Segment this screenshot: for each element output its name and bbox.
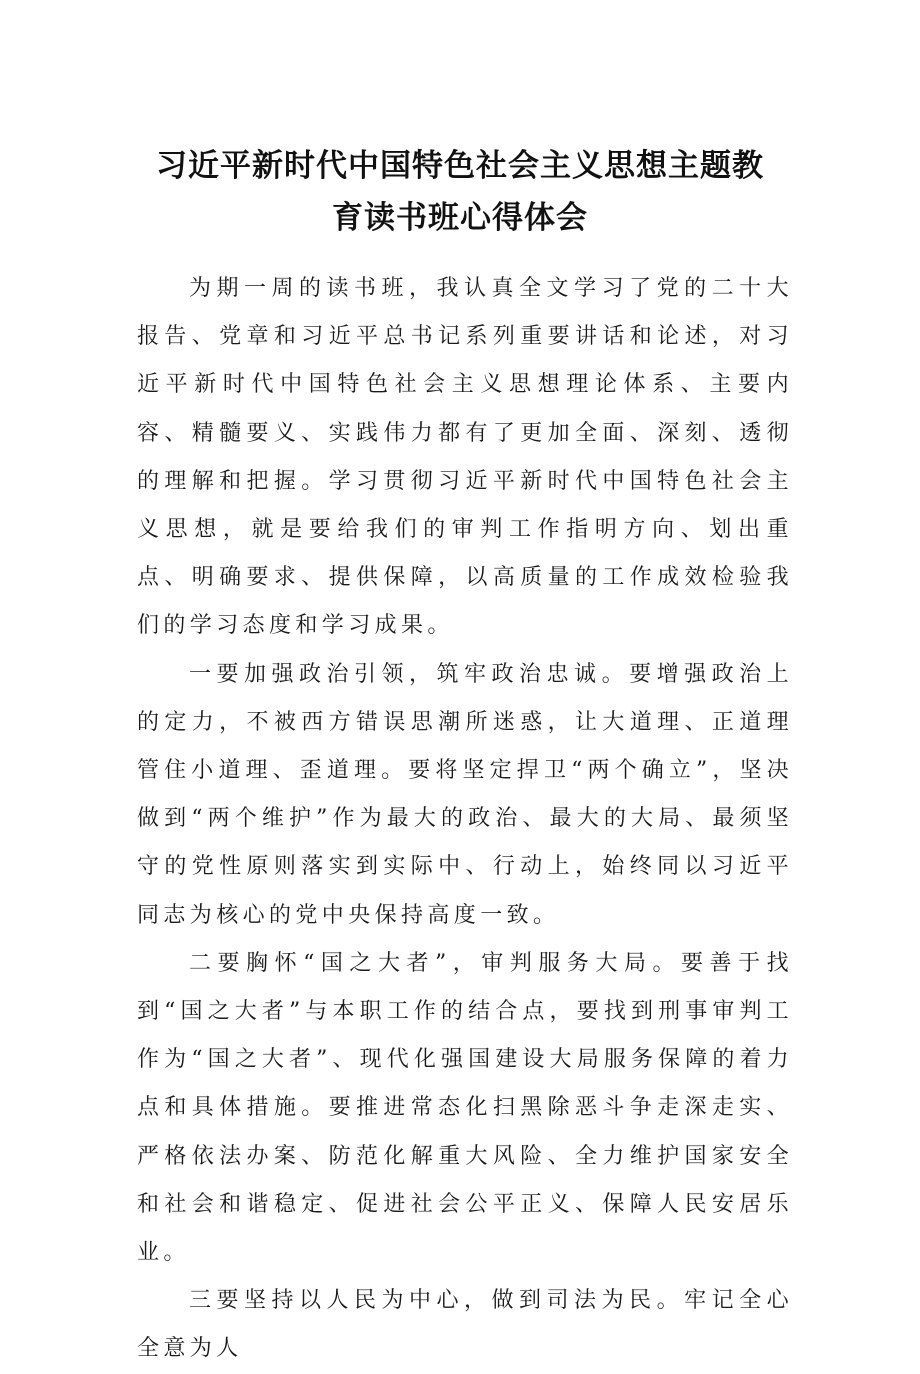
document-body (137, 265, 793, 1374)
title-line-1: 习近平新时代中国特色社会主义思想主题教 (156, 148, 764, 184)
title-line-2: 育读书班心得体会 (332, 200, 588, 236)
paragraph-point-2: 二要胸怀“国之大者”，审判服务大局。要善于找到“国之大者”与本职工作的结合点，要找到刑事审判工作为“国之大者”、现代化强国建设大局服务保障的着力点和具体措施。要推进常态化扫黑除恶斗争走深走实、严格依法办案、防范化解重大风险、全力维护国家安全和社会和谐稳定、促进社会公平正义、保障人民安居乐业。 (137, 950, 793, 1266)
paragraph-point-3: 三要坚持以人民为中心，做到司法为民。牢记全心全意为人 (137, 1288, 793, 1362)
paragraph-intro: 为期一周的读书班，我认真全文学习了党的二十大报告、党章和习近平总书记系列重要讲话和论述，对习近平新时代中国特色社会主义思想理论体系、主要内容、精髓要义、实践伟力都有了更加全面、深刻、透彻的理解和把握。学习贯彻习近平新时代中国特色社会主义思想，就是要给我们的审判工作指明方向、划出重点、明确要求、提供保障，以高质量的工作成效检验我们的学习态度和学习成果。 (137, 276, 793, 639)
document-title (130, 140, 790, 244)
paragraph-point-1: 一要加强政治引领，筑牢政治忠诚。要增强政治上的定力，不被西方错误思潮所迷惑，让大道理、正道理管住小道理、歪道理。要将坚定捍卫“两个确立”，坚决做到“两个维护”作为最大的政治、最大的大局、最须坚守的党性原则落实到实际中、行动上，始终同以习近平同志为核心的党中央保持高度一致。 (137, 661, 793, 928)
